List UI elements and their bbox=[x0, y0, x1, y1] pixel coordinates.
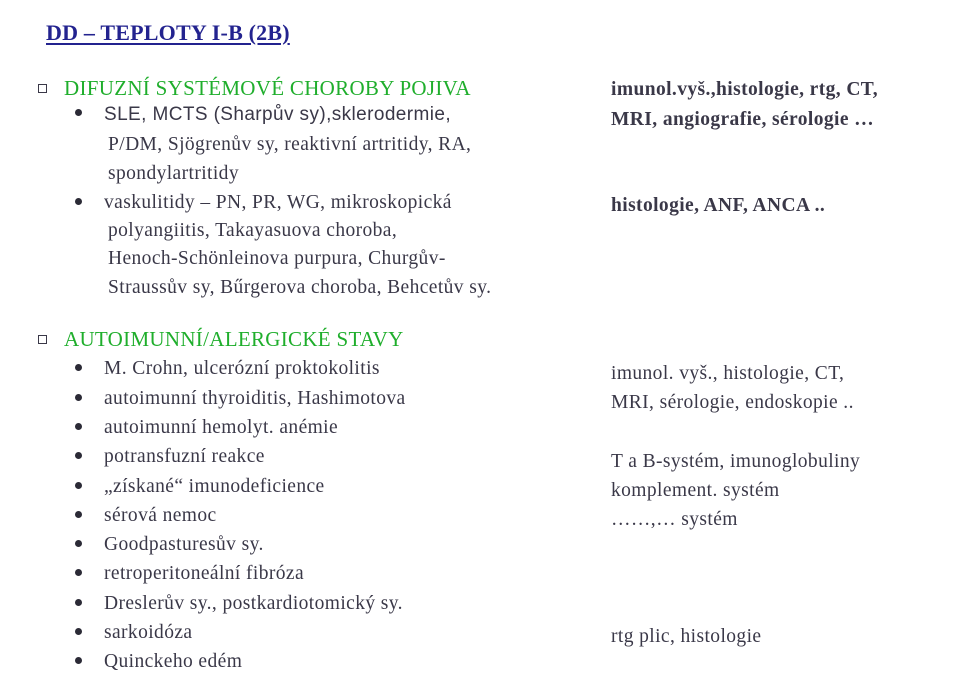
list-item-text: sérová nemoc bbox=[104, 505, 217, 526]
list-item-text: SLE, MCTS (Sharpův sy),sklerodermie, bbox=[104, 104, 451, 125]
list-item-text: M. Crohn, ulcerózní proktokolitis bbox=[104, 358, 380, 379]
list-item bbox=[75, 563, 304, 585]
bullet-icon bbox=[75, 364, 82, 371]
list-item bbox=[75, 505, 217, 527]
bullet-icon bbox=[75, 628, 82, 635]
section-heading-connective-tissue bbox=[38, 76, 471, 101]
bullet-icon bbox=[75, 657, 82, 664]
list-item-text: Quinckeho edém bbox=[104, 651, 243, 672]
list-item-continuation: polyangiitis, Takayasuova choroba, bbox=[108, 220, 398, 241]
list-item bbox=[75, 417, 338, 439]
page-title: DD – TEPLOTY I-B (2B) bbox=[46, 20, 290, 45]
bullet-icon bbox=[75, 482, 82, 489]
list-item-continuation: P/DM, Sjögrenův sy, reaktivní artritidy, RA, bbox=[108, 134, 472, 155]
list-item bbox=[75, 476, 325, 498]
list-item-text: vaskulitidy – PN, PR, WG, mikroskopická bbox=[104, 192, 452, 213]
list-item-continuation: Henoch-Schönleinova purpura, Churgův- bbox=[108, 248, 446, 269]
list-item-text: „získané“ imunodeficience bbox=[104, 476, 325, 497]
bullet-icon bbox=[75, 599, 82, 606]
section-heading-autoimmune bbox=[38, 327, 404, 352]
list-item-text: potransfuzní reakce bbox=[104, 446, 265, 467]
list-item-text: Dreslerův sy., postkardiotomický sy. bbox=[104, 593, 403, 614]
diagnostics-text: komplement. systém bbox=[611, 480, 780, 501]
list-item bbox=[75, 593, 403, 615]
diagnostics-text: histologie, ANF, ANCA .. bbox=[611, 195, 826, 216]
list-item-text: sarkoidóza bbox=[104, 622, 193, 643]
diagnostics-text: MRI, sérologie, endoskopie .. bbox=[611, 392, 854, 413]
diagnostics-text: T a B-systém, imunoglobuliny bbox=[611, 451, 861, 472]
bullet-icon bbox=[75, 198, 82, 205]
list-item bbox=[75, 534, 264, 556]
list-item bbox=[75, 192, 452, 214]
list-item-text: autoimunní thyroiditis, Hashimotova bbox=[104, 388, 406, 409]
bullet-icon bbox=[75, 452, 82, 459]
list-item bbox=[75, 104, 451, 126]
list-item bbox=[75, 446, 265, 468]
diagnostics-text: ……,… systém bbox=[611, 509, 738, 530]
checkbox-square-icon bbox=[38, 84, 47, 93]
bullet-icon bbox=[75, 423, 82, 430]
list-item bbox=[75, 622, 192, 644]
diagnostics-text: MRI, angiografie, sérologie … bbox=[611, 109, 875, 130]
list-item-text: Goodpasturesův sy. bbox=[104, 534, 264, 555]
bullet-icon bbox=[75, 394, 82, 401]
diagnostics-text: imunol.vyš.,histologie, rtg, CT, bbox=[611, 79, 879, 100]
bullet-icon bbox=[75, 511, 82, 518]
list-item-continuation: spondylartritidy bbox=[108, 163, 239, 184]
diagnostics-text: imunol. vyš., histologie, CT, bbox=[611, 363, 845, 384]
list-item-continuation: Straussův sy, Bűrgerova choroba, Behcetův sy. bbox=[108, 277, 492, 298]
list-item bbox=[75, 358, 380, 380]
list-item-text: retroperitoneální fibróza bbox=[104, 563, 305, 584]
diagnostics-text: rtg plic, histologie bbox=[611, 626, 762, 647]
bullet-icon bbox=[75, 109, 82, 116]
checkbox-square-icon bbox=[38, 335, 47, 344]
bullet-icon bbox=[75, 540, 82, 547]
section-heading-text: DIFUZNÍ SYSTÉMOVÉ CHOROBY POJIVA bbox=[64, 76, 471, 100]
list-item bbox=[75, 388, 406, 410]
bullet-icon bbox=[75, 569, 82, 576]
list-item-text: autoimunní hemolyt. anémie bbox=[104, 417, 339, 438]
section-heading-text: AUTOIMUNNÍ/ALERGICKÉ STAVY bbox=[64, 327, 404, 351]
list-item bbox=[75, 651, 242, 673]
